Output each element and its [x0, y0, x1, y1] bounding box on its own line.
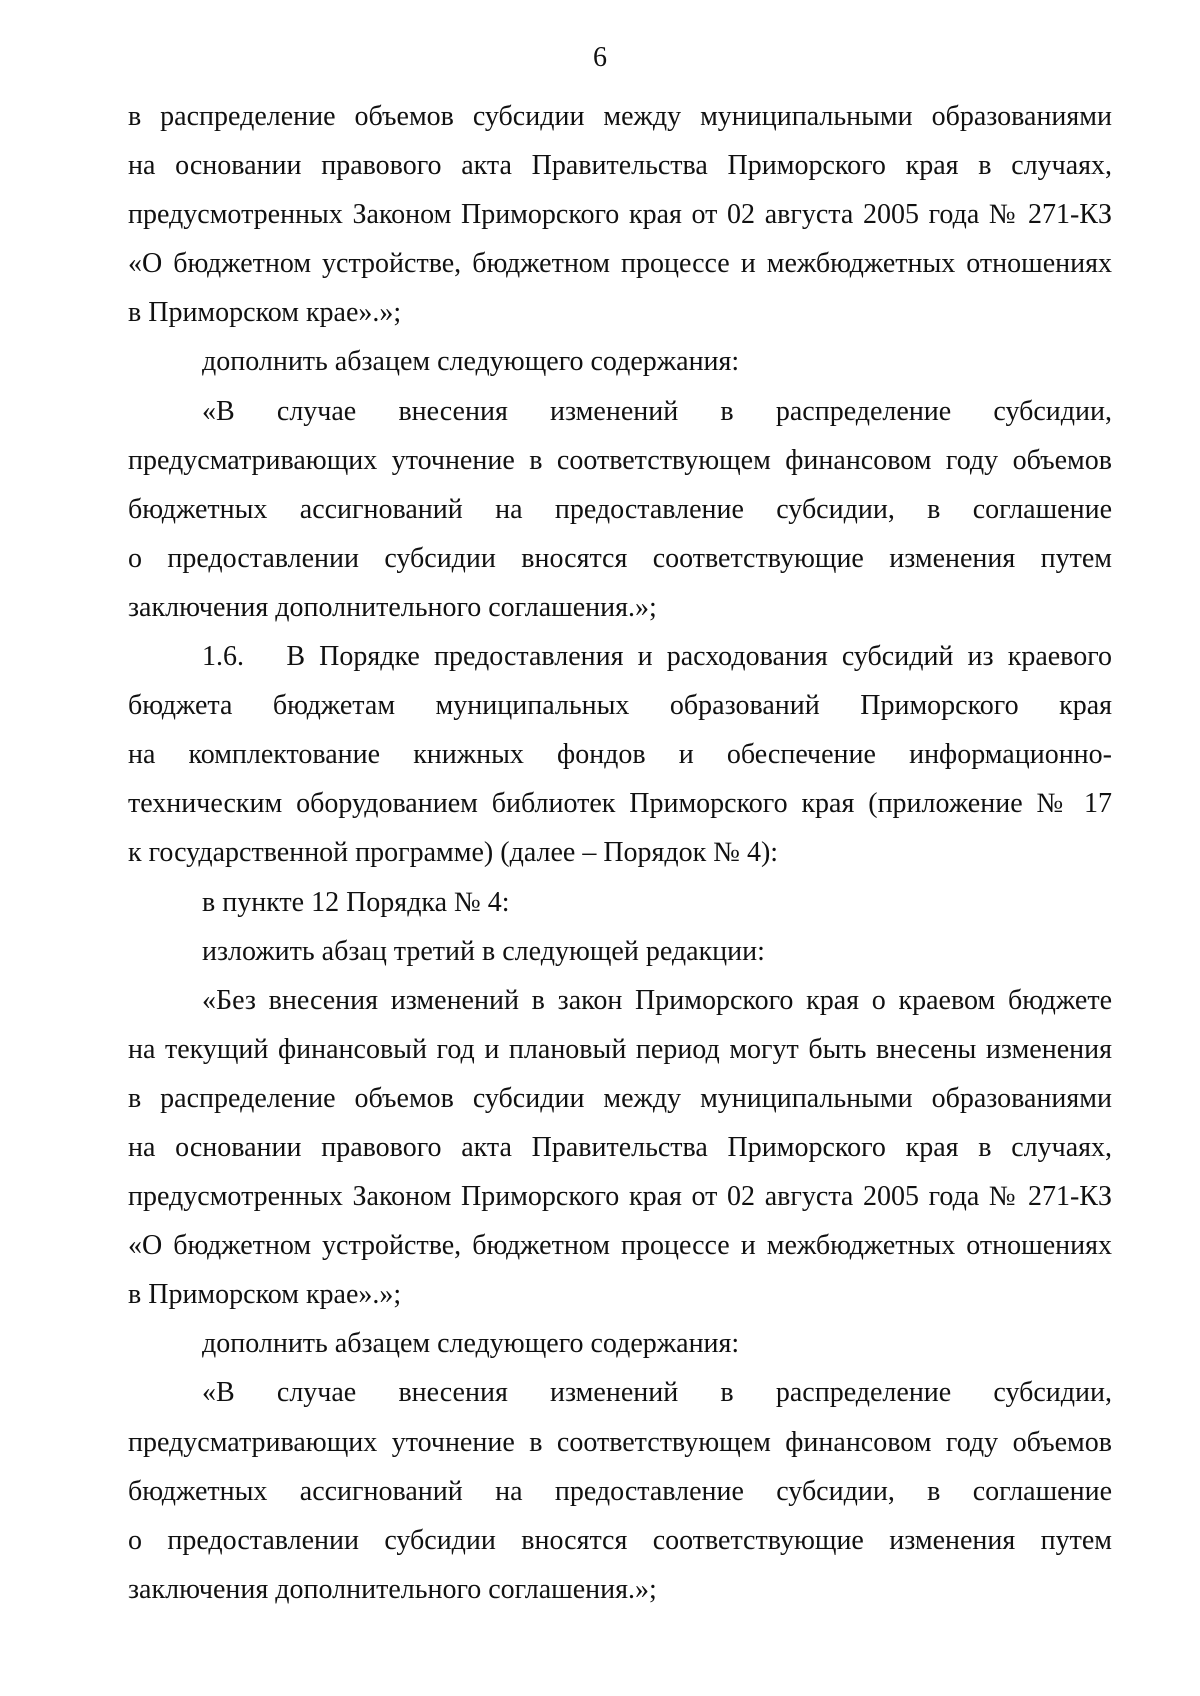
- text-line: «В случае внесения изменений в распределение субсидии,: [202, 395, 1112, 427]
- text-line: «О бюджетном устройстве, бюджетном процессе и межбюджетных отношениях: [128, 1230, 1112, 1262]
- text-line: «В случае внесения изменений в распределение субсидии,: [202, 1377, 1112, 1409]
- text-line: предусмотренных Законом Приморского края от 02 августа 2005 года № 271-КЗ: [128, 199, 1112, 231]
- document-body: [128, 92, 1112, 1614]
- text-line: дополнить абзацем следующего содержания:: [202, 1328, 740, 1360]
- text-line: на основании правового акта Правительства Приморского края в случаях,: [128, 1131, 1112, 1163]
- text-line: бюджета бюджетам муниципальных образований Приморского края: [128, 690, 1112, 722]
- text-line: «Без внесения изменений в закон Приморского края о краевом бюджете: [202, 984, 1112, 1016]
- text-line: заключения дополнительного соглашения.»;: [128, 591, 657, 623]
- text-line: бюджетных ассигнований на предоставление субсидии, в соглашение: [128, 493, 1112, 525]
- text-line: в Приморском крае».»;: [128, 1279, 402, 1311]
- text-line: предусмотренных Законом Приморского края от 02 августа 2005 года № 271-КЗ: [128, 1181, 1112, 1213]
- text-line: на основании правового акта Правительства Приморского края в случаях,: [128, 150, 1112, 182]
- page-number: 6: [593, 42, 607, 73]
- text-line: «О бюджетном устройстве, бюджетном процессе и межбюджетных отношениях: [128, 248, 1112, 280]
- text-line: к государственной программе) (далее – Порядок № 4):: [128, 837, 779, 869]
- text-line: дополнить абзацем следующего содержания:: [202, 346, 740, 378]
- text-line: предусматривающих уточнение в соответствующем финансовом году объемов: [128, 1426, 1112, 1458]
- text-line: бюджетных ассигнований на предоставление субсидии, в соглашение: [128, 1475, 1112, 1507]
- text-line: на комплектование книжных фондов и обеспечение информационно-: [128, 739, 1112, 771]
- text-line: на текущий финансовый год и плановый период могут быть внесены изменения: [128, 1033, 1112, 1065]
- text-line: о предоставлении субсидии вносятся соответствующие изменения путем: [128, 542, 1112, 574]
- text-line: в распределение объемов субсидии между муниципальными образованиями: [128, 1082, 1112, 1114]
- text-line: в Приморском крае».»;: [128, 297, 402, 329]
- text-line: в распределение объемов субсидии между муниципальными образованиями: [128, 101, 1112, 132]
- text-line: в пункте 12 Порядка № 4:: [202, 886, 510, 918]
- text-line: о предоставлении субсидии вносятся соответствующие изменения путем: [128, 1524, 1112, 1556]
- text-line: 1.6. В Порядке предоставления и расходования субсидий из краевого: [202, 641, 1112, 673]
- text-line: техническим оборудованием библиотек Приморского края (приложение № 17: [128, 788, 1112, 820]
- text-line: предусматривающих уточнение в соответствующем финансовом году объемов: [128, 444, 1112, 476]
- text-line: изложить абзац третий в следующей редакции:: [202, 935, 765, 967]
- text-line: заключения дополнительного соглашения.»;: [128, 1573, 657, 1605]
